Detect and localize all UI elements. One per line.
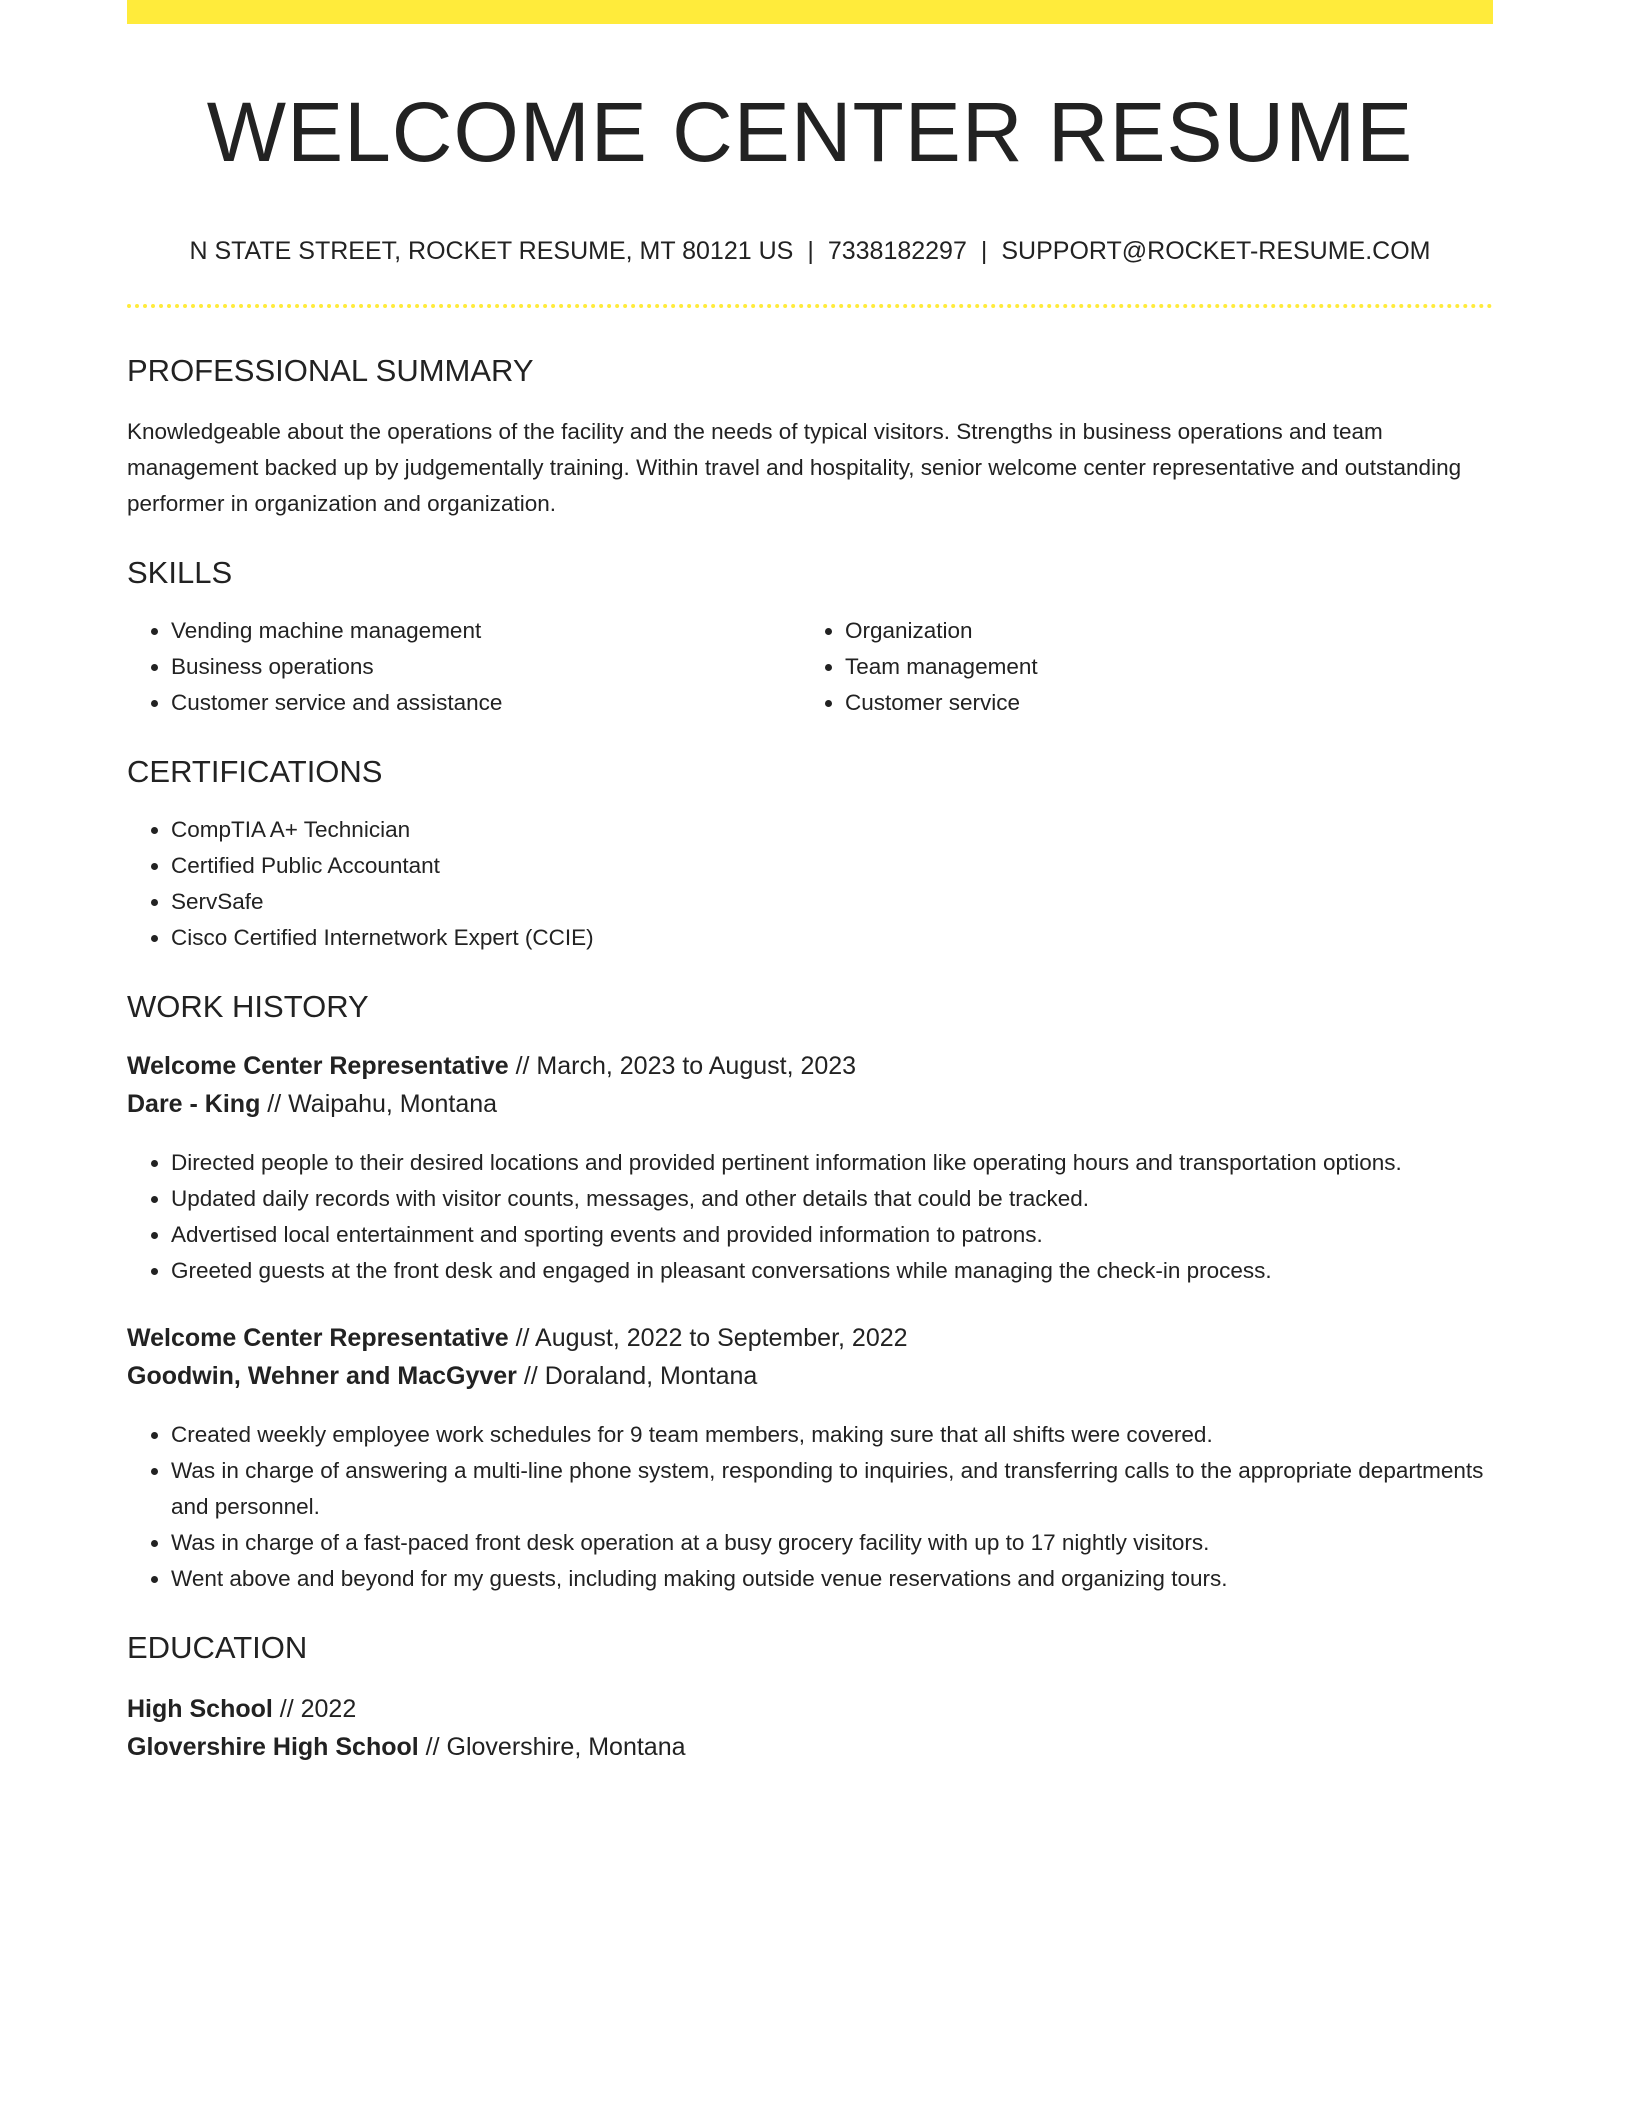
job-dates: // August, 2022 to September, 2022 (508, 1324, 908, 1353)
certifications-heading: CERTIFICATIONS (127, 753, 383, 789)
job-bullets (127, 1417, 1493, 1597)
job-company: Dare - King (127, 1090, 261, 1119)
certifications-list (127, 812, 1493, 956)
job-dates: // March, 2023 to August, 2023 (508, 1052, 857, 1081)
job-bullets (127, 1145, 1493, 1289)
contact-phone: 7338182297 (827, 237, 967, 266)
education-school-line (127, 1728, 1493, 1766)
job-bullet: • Directed people to their desired locations and provided pertinent information like operating hours and transportation options. (171, 1145, 1493, 1181)
summary-heading: PROFESSIONAL SUMMARY (127, 353, 534, 389)
job-bullet: • Greeted guests at the front desk and engaged in pleasant conversations while managing the check-in process. (171, 1253, 1493, 1289)
job-title-line (127, 1319, 1493, 1357)
skills-column-left (127, 613, 801, 721)
contact-separator: | (980, 237, 988, 266)
job-title: Welcome Center Representative (127, 1324, 509, 1353)
job-bullet: • Went above and beyond for my guests, including making outside venue reservations and organizing tours. (171, 1561, 1493, 1597)
job-company-line (127, 1085, 1493, 1123)
education-location: // Glovershire, Montana (418, 1733, 686, 1762)
resume-page (127, 0, 1493, 1766)
education-entry (127, 1690, 1493, 1766)
job-company: Goodwin, Wehner and MacGyver (127, 1362, 517, 1391)
summary-text: Knowledgeable about the operations of the facility and the needs of typical visitors. Strengths in business operations and team management backed up by judgementally training. Within travel and hospitality, senior welcome center representative and outstanding performer in organization and organization. (127, 418, 1462, 516)
education-school: Glovershire High School (127, 1733, 419, 1762)
certification-item: • Certified Public Accountant (171, 848, 1493, 884)
skill-item: • Vending machine management (171, 613, 801, 649)
certification-item: • CompTIA A+ Technician (171, 812, 1493, 848)
contact-separator: | (807, 237, 814, 266)
job-bullet: • Created weekly employee work schedules for 9 team members, making sure that all shifts were covered. (171, 1417, 1493, 1453)
job-company-line (127, 1357, 1493, 1395)
job-bullet: • Advertised local entertainment and sporting events and provided information to patrons. (171, 1217, 1493, 1253)
dotted-divider (127, 304, 1493, 308)
skill-item: • Team management (845, 649, 1493, 685)
job-bullet: • Was in charge of answering a multi-line phone system, responding to inquiries, and transferring calls to the appropriate departments and personnel. (171, 1453, 1493, 1525)
job-entry (127, 1319, 1493, 1597)
skill-item: • Organization (845, 613, 1493, 649)
job-bullet: • Was in charge of a fast-paced front desk operation at a busy grocery facility with up to 17 nightly visitors. (171, 1525, 1493, 1561)
education-degree: High School (127, 1695, 273, 1724)
skills-column-right (801, 613, 1493, 721)
skill-item: • Business operations (171, 649, 801, 685)
skills-heading: SKILLS (127, 554, 233, 590)
skill-item: • Customer service and assistance (171, 685, 801, 721)
job-title: Welcome Center Representative (127, 1052, 509, 1081)
certification-item: • Cisco Certified Internetwork Expert (CCIE) (171, 920, 1493, 956)
education-heading: EDUCATION (127, 1630, 308, 1666)
skill-item: • Customer service (845, 685, 1493, 721)
job-location: // Waipahu, Montana (260, 1090, 498, 1119)
accent-top-bar (127, 0, 1493, 24)
job-location: // Doraland, Montana (516, 1362, 758, 1391)
work-history-heading: WORK HISTORY (127, 988, 369, 1024)
education-degree-line (127, 1690, 1493, 1728)
contact-email: SUPPORT@ROCKET-RESUME.COM (1001, 237, 1431, 266)
job-entry (127, 1047, 1493, 1289)
contact-address: N STATE STREET, ROCKET RESUME, MT 80121 US (189, 237, 794, 266)
skills-list (127, 613, 1493, 721)
certification-item: • ServSafe (171, 884, 1493, 920)
resume-title: WELCOME CENTER RESUME (206, 85, 1414, 179)
education-year: // 2022 (272, 1695, 357, 1724)
contact-line (127, 236, 1493, 266)
job-title-line (127, 1047, 1493, 1085)
job-bullet: • Updated daily records with visitor counts, messages, and other details that could be tracked. (171, 1181, 1493, 1217)
